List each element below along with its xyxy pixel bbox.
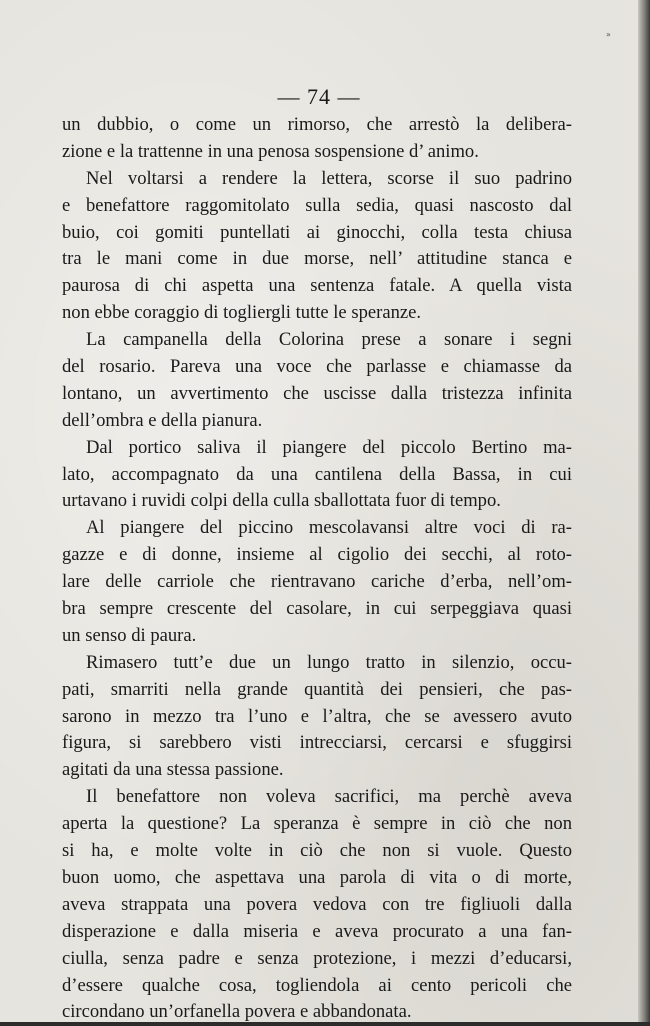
text-line: tra le mani come in due morse, nell’ attitudine stanca e <box>62 248 572 270</box>
text-line: aveva strappata una povera vedova con tre figliuoli dalla <box>62 893 572 915</box>
text-line: Rimasero tutt’e due un lungo tratto in silenzio, occu- <box>86 651 572 673</box>
text-line: del rosario. Pareva una voce che parlasse e chiamasse da <box>62 356 572 378</box>
page-edge <box>638 0 650 1022</box>
text-line: figura, si sarebbero visti intrecciarsi, cercarsi e sfuggirsi <box>62 732 572 754</box>
text-line: sarono in mezzo tra l’uno e l’altra, che se avessero avuto <box>62 705 572 727</box>
text-line: gazze e di donne, insieme al cigolio dei secchi, al roto- <box>62 544 572 566</box>
text-line: dell’ombra e della pianura. <box>62 409 263 431</box>
text-line: buon uomo, che aspettava una parola di vita o di morte, <box>62 866 572 888</box>
text-line: lare delle carriole che rientravano cariche d’erba, nell’om- <box>62 571 572 593</box>
text-line: Nel voltarsi a rendere la lettera, scorse il suo padrino <box>86 167 572 189</box>
text-line: La campanella della Colorina prese a sonare i segni <box>86 329 572 351</box>
text-line: aperta la questione? La speranza è sempre in ciò che non <box>62 813 572 835</box>
text-line: d’essere qualche cosa, togliendola ai cento pericoli che <box>62 974 572 996</box>
text-line: Dal portico saliva il piangere del piccolo Bertino ma- <box>86 436 572 458</box>
page-number: — 74 — <box>277 84 361 109</box>
text-line: non ebbe coraggio di togliergli tutte le speranze. <box>62 302 422 324</box>
text-line: circondano un’orfanella povera e abbandonata. <box>62 1001 412 1023</box>
text-line: si ha, e molte volte in ciò che non si vuole. Questo <box>62 840 572 862</box>
text-line: un dubbio, o come un rimorso, che arrestò la delibera- <box>62 114 572 135</box>
text-line: disperazione e dalla miseria e aveva procurato a una fan- <box>62 920 572 942</box>
text-line: lontano, un avvertimento che uscisse dalla tristezza infinita <box>62 382 572 404</box>
text-line: paurosa di chi aspetta una sentenza fatale. A quella vista <box>62 275 572 297</box>
body-text <box>62 112 572 1026</box>
text-line: e benefattore raggomitolato sulla sedia, quasi nascosto dal <box>62 194 572 216</box>
corner-mark: » <box>606 30 611 39</box>
text-line: buio, coi gomiti puntellati ai ginocchi, colla testa chiusa <box>62 221 572 243</box>
text-line: un senso di paura. <box>62 624 197 646</box>
text-line: pati, smarriti nella grande quantità dei pensieri, che pas- <box>62 678 572 700</box>
text-line: urtavano i ruvidi colpi della culla sballottata fuor di tempo. <box>62 490 501 512</box>
text-line: bra sempre crescente del casolare, in cui serpeggiava quasi <box>62 598 572 620</box>
text-line: ciulla, senza padre e senza protezione, i mezzi d’educarsi, <box>62 947 572 969</box>
text-line: lato, accompagnato da una cantilena della Bassa, in cui <box>62 463 572 485</box>
text-line: Il benefattore non voleva sacrifici, ma perchè aveva <box>86 786 572 808</box>
text-line: zione e la trattenne in una penosa sospensione d’ animo. <box>62 140 479 162</box>
text-line: Al piangere del piccino mescolavansi altre voci di ra- <box>86 517 572 539</box>
text-line: agitati da una stessa passione. <box>62 759 284 781</box>
